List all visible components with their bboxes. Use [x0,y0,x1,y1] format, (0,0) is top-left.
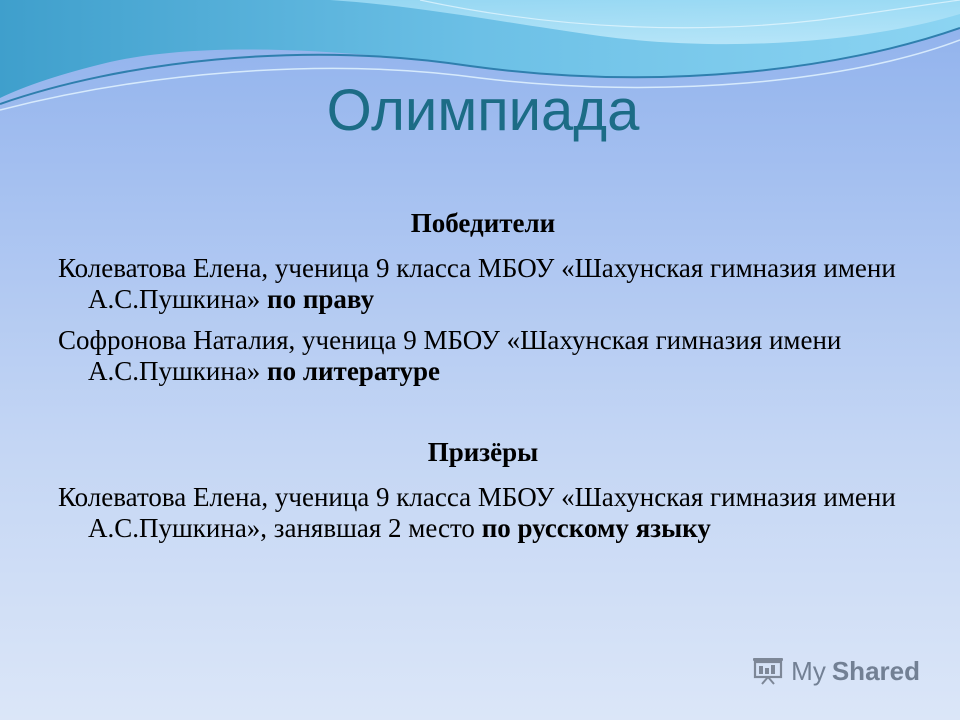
winner-entry-1 [58,253,908,315]
prizewinner-entry-1 [58,482,908,544]
winner-entry-text: Софронова Наталия, ученица 9 МБОУ «Шахунская гимназия имени А.С.Пушкина» [58,325,842,386]
winners-heading: Победители [410,208,556,238]
myshared-watermark [751,656,920,686]
watermark-shared: Shared [831,655,920,686]
winner-entry-subject: по литературе [267,356,441,386]
slide-body [58,208,908,554]
winner-entry-2 [58,325,908,387]
winner-entry-text: Колеватова Елена, ученица 9 класса МБОУ «Шахунская гимназия имени А.С.Пушкина» [58,253,896,314]
prizewinner-entry-text: Колеватова Елена, ученица 9 класса МБОУ «Шахунская гимназия имени А.С.Пушкина», занявшая 2 место [58,482,896,543]
winner-entry-subject: по праву [267,284,375,314]
prizewinners-heading: Призёры [427,437,539,467]
spacer [58,397,908,437]
projector-screen-icon [751,656,785,686]
prizewinner-entry-subject: по русскому языку [481,513,711,543]
watermark-my: My [791,655,826,686]
slide-title: Олимпиада [326,78,640,143]
